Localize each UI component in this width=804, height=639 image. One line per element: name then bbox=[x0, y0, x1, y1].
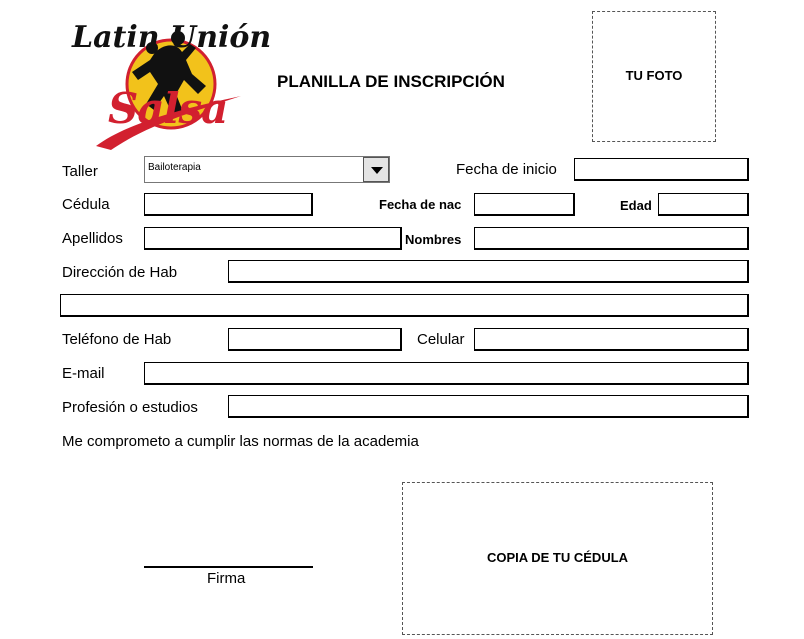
celular-field[interactable] bbox=[474, 328, 749, 351]
edad-label: Edad bbox=[620, 198, 652, 213]
id-copy-box bbox=[402, 482, 713, 635]
celular-label: Celular bbox=[417, 331, 465, 348]
direccion-field[interactable] bbox=[228, 260, 749, 283]
cedula-label: Cédula bbox=[62, 196, 110, 213]
apellidos-field[interactable] bbox=[144, 227, 402, 250]
id-copy-box-label: COPIA DE TU CÉDULA bbox=[486, 550, 629, 565]
profesion-label: Profesión o estudios bbox=[62, 399, 198, 416]
logo-text-bottom: Salsa bbox=[108, 84, 228, 133]
email-field[interactable] bbox=[144, 362, 749, 385]
nombres-field[interactable] bbox=[474, 227, 749, 250]
cedula-field[interactable] bbox=[144, 193, 313, 216]
fecha-nac-label: Fecha de nac bbox=[379, 197, 462, 212]
logo-text-top: Latin Unión bbox=[72, 20, 272, 55]
form-title: PLANILLA DE INSCRIPCIÓN bbox=[277, 72, 505, 91]
commitment-text: Me comprometo a cumplir las normas de la academia bbox=[62, 433, 419, 450]
fecha-inicio-field[interactable] bbox=[574, 158, 749, 181]
chevron-down-icon[interactable] bbox=[363, 157, 389, 182]
direccion-label: Dirección de Hab bbox=[62, 264, 178, 281]
fecha-inicio-label: Fecha de inicio bbox=[456, 161, 557, 178]
apellidos-label: Apellidos bbox=[62, 230, 123, 247]
logo bbox=[66, 14, 272, 152]
taller-label: Taller bbox=[62, 163, 98, 180]
taller-select[interactable] bbox=[144, 156, 390, 183]
photo-box-label: TU FOTO bbox=[625, 68, 683, 83]
profesion-field[interactable] bbox=[228, 395, 749, 418]
email-label: E-mail bbox=[62, 365, 105, 382]
nombres-label: Nombres bbox=[405, 232, 462, 247]
telefono-field[interactable] bbox=[228, 328, 402, 351]
signature-line bbox=[144, 566, 313, 568]
photo-box bbox=[592, 11, 716, 142]
fecha-nac-field[interactable] bbox=[474, 193, 575, 216]
telefono-label: Teléfono de Hab bbox=[62, 331, 172, 348]
edad-field[interactable] bbox=[658, 193, 749, 216]
taller-selected-value: Bailoterapia bbox=[148, 162, 201, 173]
signature-label: Firma bbox=[207, 570, 246, 587]
direccion-field-line2[interactable] bbox=[60, 294, 749, 317]
